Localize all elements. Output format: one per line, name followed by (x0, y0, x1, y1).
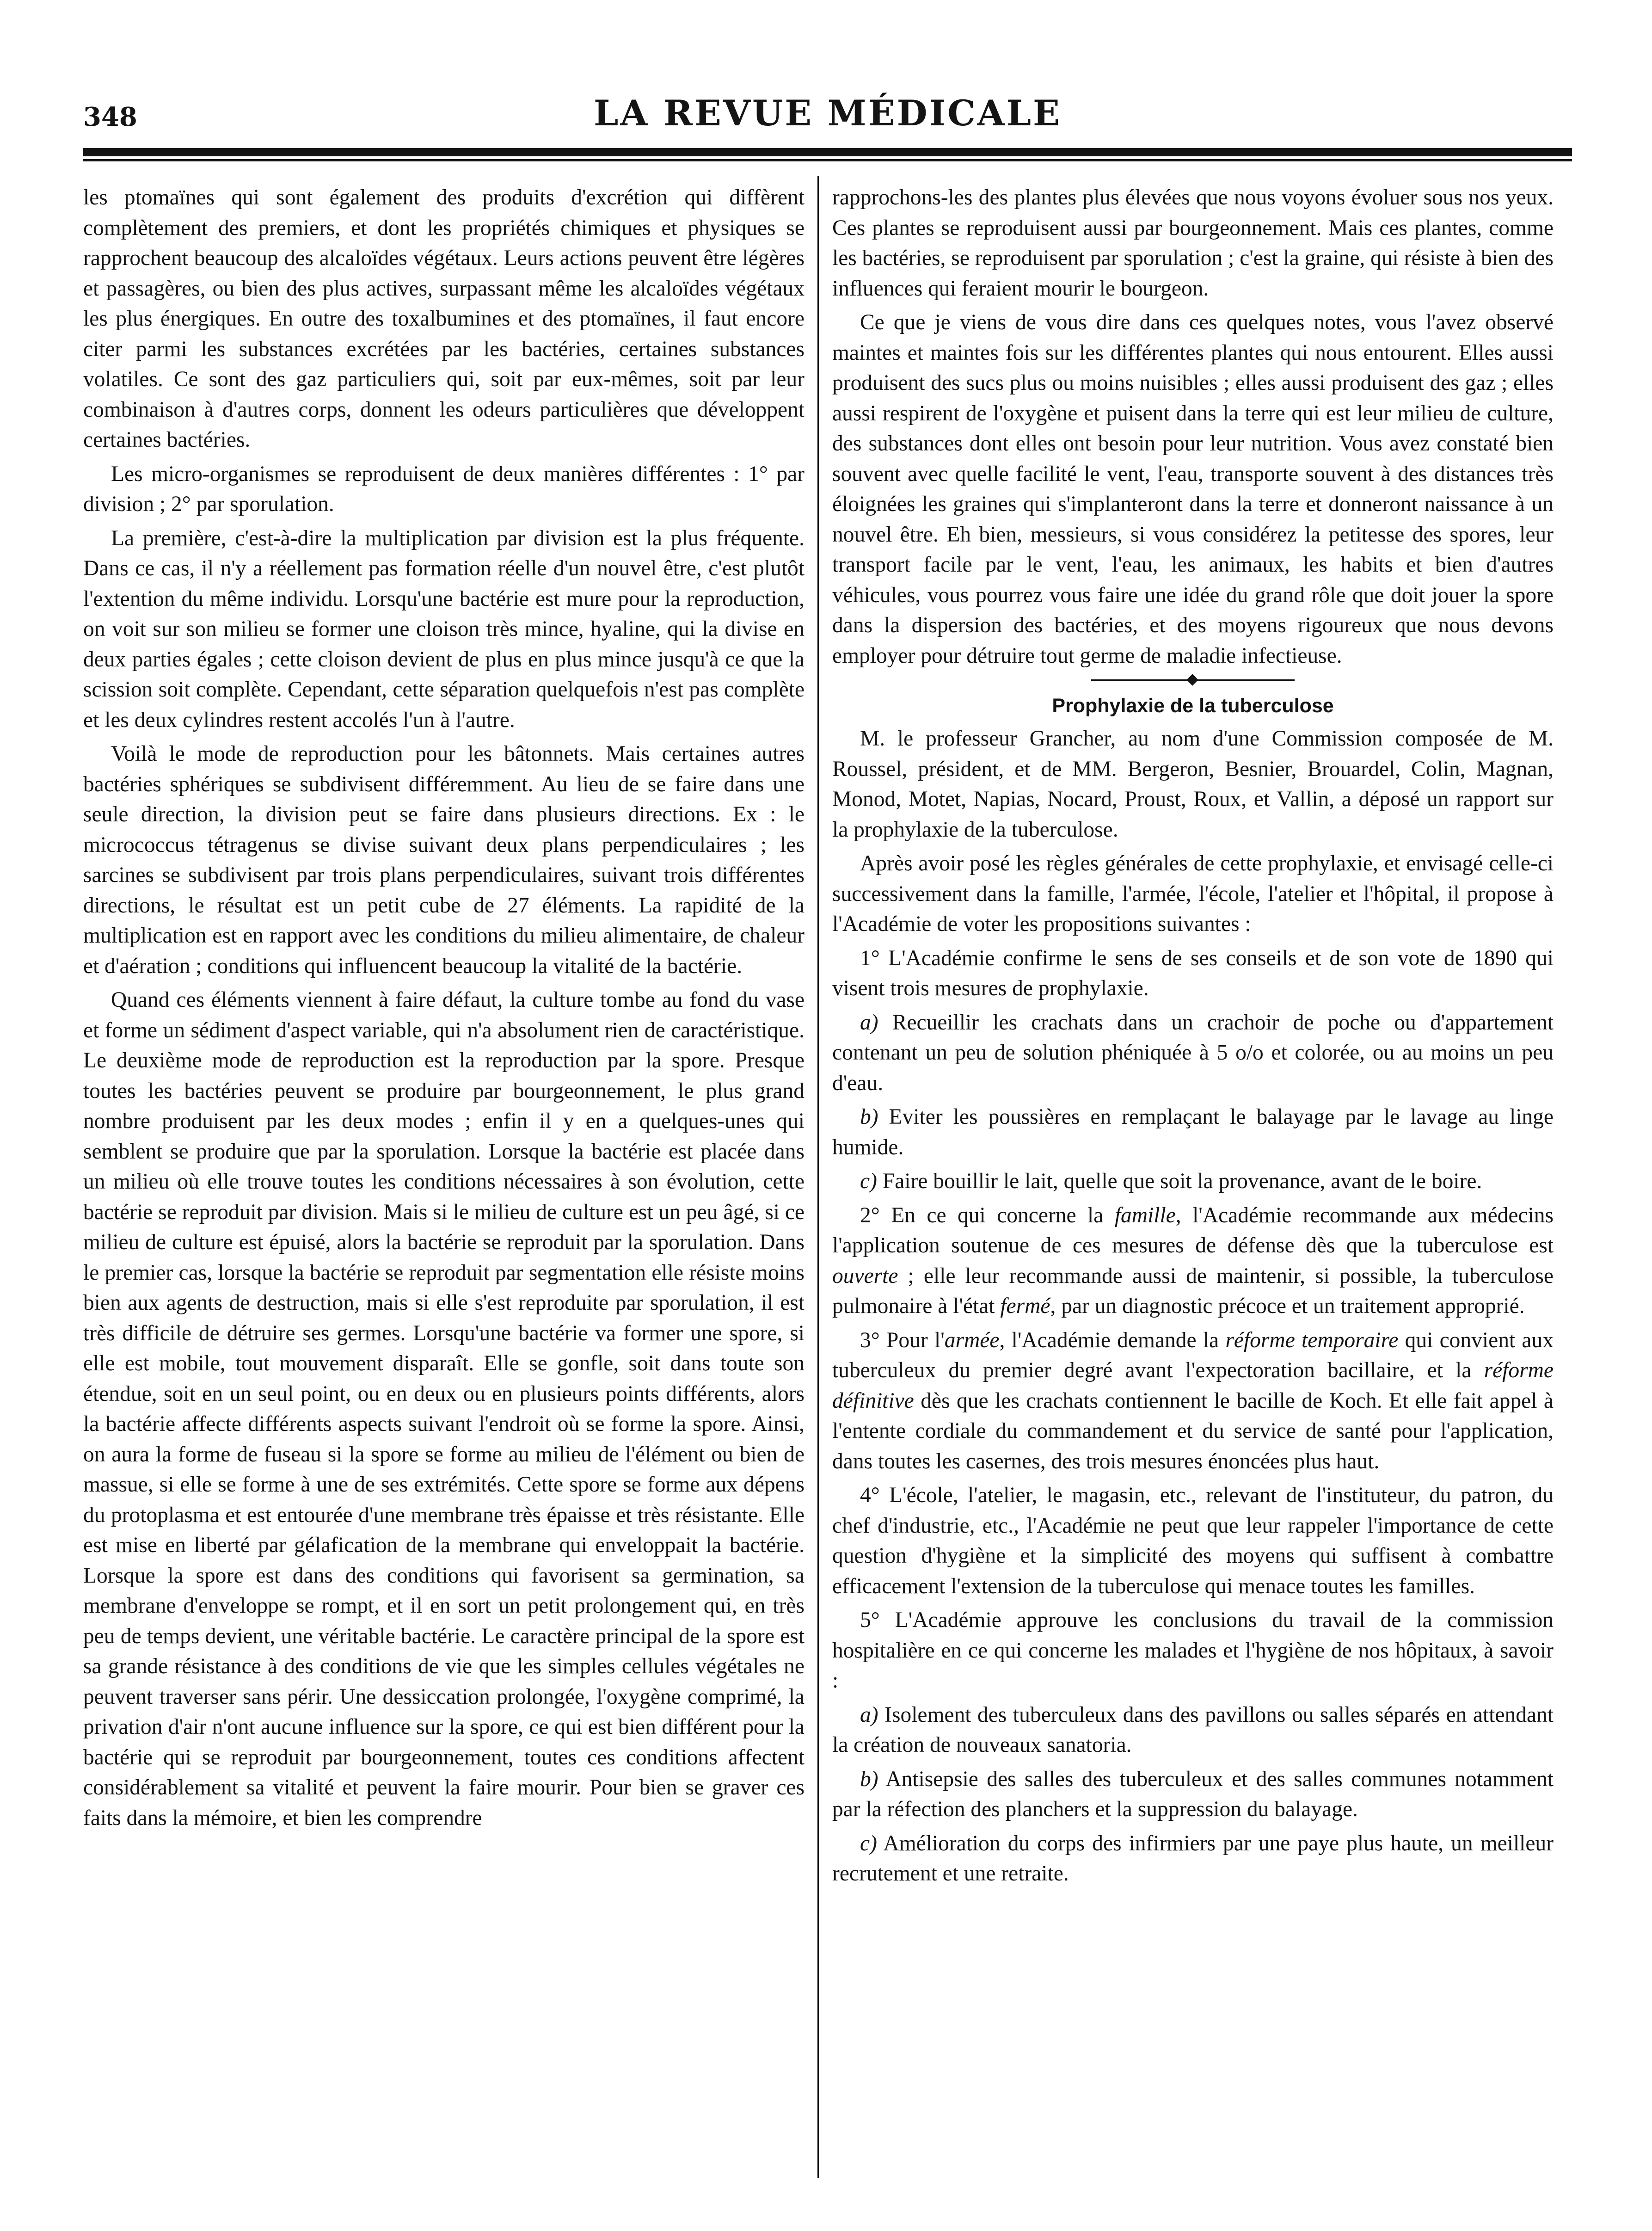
text-run: qui convient aux tuberculeux du premier degré avant l'expectoration bacillaire, et la (832, 1328, 1554, 1382)
text-run: ; elle leur recommande aussi de maintenir, si possible, la tuberculose pulmonaire à l'état (832, 1263, 1554, 1318)
proposition-5a (832, 1700, 1554, 1761)
proposition-5b (832, 1764, 1554, 1825)
header-rule-thin (83, 159, 1572, 161)
emphasis: fermé (1000, 1294, 1050, 1318)
proposition-5c (832, 1829, 1554, 1889)
left-column (83, 183, 805, 1837)
paragraph: Après avoir posé les règles générales de cette prophylaxie, et envisagé celle-ci successivement dans la famille, l'armée, l'école, l'atelier et l'hôpital, il propose à l'Académie de voter les propositions suivantes : (832, 851, 1554, 936)
paragraph: M. le professeur Grancher, au nom d'une Commission composée de M. Roussel, président, et de MM. Bergeron, Besnier, Brouardel, Colin, Magnan, Monod, Motet, Napias, Nocard, Proust, Roux, et Vallin, a déposé un rapport sur la prophylaxie de la tuberculose. (832, 727, 1554, 842)
text-run: , l'Académie recommande aux médecins l'application soutenue de ces mesures de défense dès que la tuberculose est (832, 1203, 1554, 1257)
item-label: a) (860, 1702, 878, 1727)
item-label: a) (860, 1010, 878, 1035)
section-title: Prophylaxie de la tuberculose (1052, 695, 1334, 717)
emphasis: ouverte (832, 1263, 898, 1288)
header-rule-thick (83, 148, 1572, 156)
text-run: , l'Académie demande la (999, 1328, 1226, 1352)
paragraph: Quand ces éléments viennent à faire défaut, la culture tombe au fond du vase et forme un sédiment d'aspect variable, qui n'a absolument rien de caractéristique. Le deuxième mode de reproduction est la reproduction par la spore. Presque toutes les bactéries peuvent se produire par bourgeonnement, le plus grand nombre produisent par les deux modes ; enfin il y en a quelques-unes qui semblent se produire que par la sporulation. Lorsque la bactérie est placée dans un milieu où elle trouve toutes les conditions nécessaires à son évolution, cette bactérie se reproduit par division. Mais si le milieu de culture est un peu âgé, si ce milieu de culture est épuisé, alors la bactérie se reproduit par la sporulation. Dans le premier cas, lorsque la bactérie se reproduit par segmentation elle résiste moins bien aux agents de destruction, mais si elle s'est reproduite par sporulation, il est très difficile de détruire ses germes. Lorsqu'une bactérie va former une spore, si elle est mobile, tout mouvement disparaît. Elle se gonfle, soit dans toute son étendue, soit en un seul point, ou en deux ou en plusieurs points différents, alors la bactérie affecte différents aspects suivant l'endroit où se forme la spore. Ainsi, on aura la forme de fuseau si la spore se forme au milieu de l'élément ou bien de massue, si elle se forme à une de ses extrémités. Cette spore se forme aux dépens du protoplasma et est entourée d'une membrane très épaisse et très résistante. Elle est mise en liberté par gélafication de la membrane qui enveloppait la bactérie. Lorsque la spore est dans des conditions qui favorisent sa germination, sa membrane d'enveloppe se rompt, et il en sort un petit prolongement qui, en très peu de temps devient, une véritable bactérie. Le caractère principal de la spore est sa grande résistance à des conditions de vie que les simples cellules végétales ne peuvent traverser sans périr. Une dessiccation prolongée, l'oxygène comprimé, la privation d'air n'ont aucune influence sur la spore, ce qui est bien différent pour la bactérie qui se reproduit par bourgeonnement, toutes ces conditions affectent considérablement sa vitalité et peuvent la faire mourir. Pour bien se graver ces faits dans la mémoire, et bien les comprendre (83, 988, 805, 1830)
item-text: Recueillir les crachats dans un crachoir de poche ou d'appartement contenant un peu de solution phéniquée à 5 o/o et colorée, ou au moins un peu d'eau. (832, 1010, 1554, 1095)
emphasis: réforme temporaire (1225, 1328, 1399, 1352)
proposition-5: 5° L'Académie approuve les conclusions du travail de la commission hospitalière en ce qui concerne les malades et l'hygiène de nos hôpitaux, à savoir : (832, 1608, 1554, 1693)
text-run: 3° Pour l' (860, 1328, 945, 1352)
item-text: Eviter les poussières en remplaçant le balayage par le lavage au linge humide. (832, 1105, 1554, 1159)
section-separator (832, 675, 1554, 685)
proposition-1a (832, 1008, 1554, 1099)
column-divider (817, 176, 819, 2178)
page-header (83, 92, 1572, 148)
text-run: , par un diagnostic précoce et un traitement approprié. (1050, 1294, 1525, 1318)
item-label: b) (860, 1767, 878, 1791)
paragraph: Voilà le mode de reproduction pour les bâtonnets. Mais certaines autres bactéries sphériques se subdivisent différemment. Au lieu de se faire dans une seule direction, la division peut se faire dans plusieurs directions. Ex : le micrococcus tétragenus se divise suivant deux plans perpendiculaires ; les sarcines se subdivisent par trois plans perpendiculaires, suivant trois différentes directions, le résultat est un petit cube de 27 éléments. La rapidité de la multiplication est en rapport avec les conditions du milieu alimentaire, de chaleur et d'aération ; conditions qui influencent beaucoup la vitalité de la bactérie. (83, 742, 805, 978)
proposition-1: 1° L'Académie confirme le sens de ses conseils et de son vote de 1890 qui visent trois mesures de prophylaxie. (832, 946, 1554, 1000)
item-text: Amélioration du corps des infirmiers par une paye plus haute, un meilleur recrutement et une retraite. (832, 1831, 1554, 1886)
paragraph: Les micro-organismes se reproduisent de deux manières différentes : 1° par division ; 2° par sporulation. (83, 462, 805, 516)
paragraph: rapprochons-les des plantes plus élevées que nous voyons évoluer sous nos yeux. Ces plantes se reproduisent aussi par bourgeonnement. Mais ces plantes, comme les bactéries, se reproduisent par sporulation ; c'est la graine, qui résiste à bien des influences qui feraient mourir le bourgeon. (832, 185, 1554, 301)
emphasis: réforme définitive (832, 1358, 1554, 1413)
right-column (832, 183, 1554, 1893)
emphasis: famille (1114, 1203, 1176, 1227)
text-run: dès que les crachats contiennent le bacille de Koch. Et elle fait appel à l'entente cordiale du commandement et du service de santé pour l'application, dans toutes les casernes, des trois mesures énoncées plus haut. (832, 1388, 1554, 1473)
proposition-3 (832, 1325, 1554, 1477)
proposition-4: 4° L'école, l'atelier, le magasin, etc., relevant de l'instituteur, du patron, du chef d'industrie, etc., l'Académie ne peut que leur rappeler l'importance de cette question d'hygiène et la simplicité des moyens qui suffisent à combattre efficacement l'extension de la tuberculose qui menace toutes les familles. (832, 1483, 1554, 1598)
item-label: c) (860, 1831, 877, 1855)
proposition-2 (832, 1201, 1554, 1322)
item-text: Isolement des tuberculeux dans des pavillons ou salles séparés en attendant la création de nouveaux sanatoria. (832, 1702, 1554, 1757)
item-label: b) (860, 1105, 878, 1129)
paragraph: les ptomaïnes qui sont également des produits d'excrétion qui diffèrent complètement des premiers, et dont les propriétés chimiques et physiques se rapprochent beaucoup des alcaloïdes végétaux. Leurs actions peuvent être légères et passagères, ou bien des plus actives, surpassant même les alcaloïdes végétaux les plus énergiques. En outre des toxalbumines et des ptomaïnes, il faut encore citer parmi les substances excrétées par les bactéries, certaines substances volatiles. Ce sont des gaz particuliers qui, soit par eux-mêmes, soit par leur combinaison à d'autres corps, donnent les odeurs particulières que développent certaines bactéries. (83, 185, 805, 452)
emphasis: armée (944, 1328, 1000, 1352)
journal-title: LA REVUE MÉDICALE (594, 92, 1062, 134)
paragraph: La première, c'est-à-dire la multiplication par division est la plus fréquente. Dans ce cas, il n'y a réellement pas formation réelle d'un nouvel être, c'est plutôt l'extention du même individu. Lorsqu'une bactérie est mure pour la reproduction, on voit sur son milieu se former une cloison très mince, hyaline, qui la divise en deux parties égales ; cette cloison devient de plus en plus mince jusqu'à ce que la scission soit complète. Cependant, cette séparation quelquefois n'est pas complète et les deux cylindres restent accolés l'un à l'autre. (83, 526, 805, 732)
proposition-1c (832, 1166, 1554, 1197)
item-label: c) (860, 1169, 877, 1193)
text-run: 2° En ce qui concerne la (860, 1203, 1115, 1227)
proposition-1b (832, 1102, 1554, 1163)
item-text: Antisepsie des salles des tuberculeux et des salles communes notamment par la réfection des planchers et la suppression du balayage. (832, 1767, 1554, 1821)
paragraph: Ce que je viens de vous dire dans ces quelques notes, vous l'avez observé maintes et maintes fois sur les différentes plantes qui nous entourent. Elles aussi produisent des sucs plus ou moins nuisibles ; elles aussi produisent des gaz ; elles aussi respirent de l'oxygène et puisent dans la terre qui est leur milieu de culture, des substances dont elles ont besoin pour leur nutrition. Vous avez constaté bien souvent avec quelle facilité le vent, l'eau, transporte souvent à des distances très éloignées les graines qui s'implanteront dans la terre et donneront naissance à un nouvel être. Eh bien, messieurs, si vous considérez la petitesse des spores, leur transport facile par le vent, l'eau, les animaux, les habits et bien d'autres véhicules, vous pourrez vous faire une idée du grand rôle que doit jouer la spore dans la dispersion des bactéries, et des moyens rigoureux que nous devons employer pour détruire tout germe de maladie infectieuse. (832, 310, 1554, 668)
separator-diamond-icon (1186, 674, 1198, 685)
page-number: 348 (83, 102, 137, 132)
item-text: Faire bouillir le lait, quelle que soit la provenance, avant de le boire. (882, 1169, 1482, 1193)
